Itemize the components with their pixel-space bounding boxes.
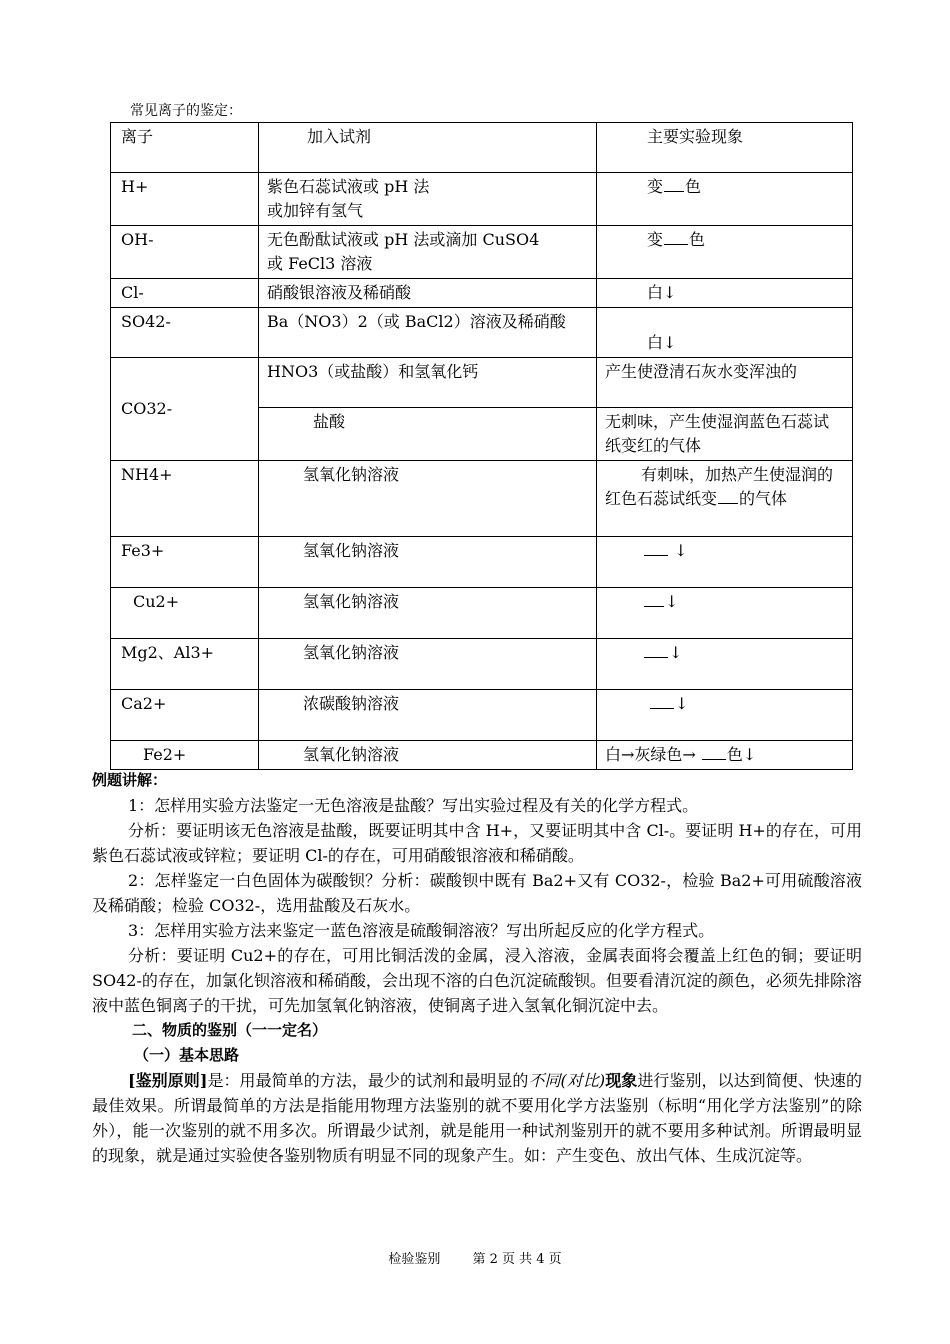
phenomenon-cell bbox=[597, 588, 853, 639]
page-footer bbox=[0, 1248, 950, 1267]
reagent-line: 或加锌有氢气 bbox=[267, 201, 364, 220]
phenomenon-text: 色↓ bbox=[726, 745, 757, 764]
header-reagent: 加入试剂 bbox=[259, 123, 597, 173]
phenomenon-text: ↓ bbox=[665, 592, 679, 611]
phenomenon-text: 变 bbox=[647, 177, 664, 196]
reagent-cell: 硝酸银溶液及稀硝酸 bbox=[259, 279, 597, 308]
body-text bbox=[92, 768, 862, 1168]
ion-cell: SO42- bbox=[111, 308, 259, 358]
table-row bbox=[111, 173, 853, 226]
phenomenon-text: 的气体 bbox=[739, 489, 788, 508]
phenomenon-text: 变 bbox=[647, 230, 664, 249]
reagent-line: 无色酚酞试液或 pH 法或滴加 CuSO4 bbox=[267, 230, 540, 249]
table-row bbox=[111, 690, 853, 741]
fill-blank bbox=[664, 229, 688, 245]
example-question-2: 2：怎样鉴定一白色固体为碳酸钡？分析：碳酸钡中既有 Ba2+又有 CO32-，检验 Ba2+可用硫酸溶液及稀硝酸；检验 CO32-，选用盐酸及石灰水。 bbox=[92, 871, 862, 915]
footer-page-number: 第 2 页 共 4 页 bbox=[472, 1252, 562, 1267]
identification-principle bbox=[92, 1068, 862, 1168]
principle-italic: 不同(对比) bbox=[528, 1071, 606, 1090]
ion-cell: Mg2、Al3+ bbox=[111, 639, 259, 690]
reagent-cell: HNO3（或盐酸）和氢氧化钙 bbox=[259, 358, 597, 408]
phenomenon-cell bbox=[597, 226, 853, 279]
fill-blank bbox=[644, 642, 668, 658]
ion-cell: NH4+ bbox=[111, 461, 259, 537]
ion-cell: CO32- bbox=[111, 358, 259, 461]
header-ion: 离子 bbox=[111, 123, 259, 173]
phenomenon-text: ↓ bbox=[674, 541, 688, 560]
table-caption: 常见离子的鉴定： bbox=[130, 103, 242, 119]
reagent-cell: 盐酸 bbox=[259, 408, 597, 461]
reagent-cell: 浓碳酸钠溶液 bbox=[259, 690, 597, 741]
ion-cell: Cu2+ bbox=[111, 588, 259, 639]
example-question-3: 3：怎样用实验方法来鉴定一蓝色溶液是硫酸铜溶液？写出所起反应的化学方程式。 bbox=[128, 921, 715, 940]
reagent-line: 紫色石蕊试液或 pH 法 bbox=[267, 177, 430, 196]
fill-blank bbox=[644, 540, 668, 556]
reagent-cell: 氢氧化钠溶液 bbox=[259, 588, 597, 639]
phenomenon-cell bbox=[597, 741, 853, 770]
ion-cell: Fe3+ bbox=[111, 537, 259, 588]
ion-cell: Ca2+ bbox=[111, 690, 259, 741]
example-analysis-3: 分析：要证明 Cu2+的存在，可用比铜活泼的金属，浸入溶液，金属表面将会覆盖上红色的铜；要证明 SO42-的存在，加氯化钡溶液和稀硝酸，会出现不溶的白色沉淀硫酸钡。但要看清沉淀的颜色，必须先排除溶液中蓝色铜离子的干扰，可先加氢氧化钠溶液，使铜离子进入氢氧化铜沉淀中去。 bbox=[92, 946, 862, 1015]
table-row bbox=[111, 639, 853, 690]
fill-blank bbox=[644, 591, 664, 607]
phenomenon-text: ↓ bbox=[675, 694, 689, 713]
phenomenon-text: ↓ bbox=[669, 643, 683, 662]
reagent-cell: 氢氧化钠溶液 bbox=[259, 741, 597, 770]
phenomenon-cell bbox=[597, 639, 853, 690]
footer-title: 检验鉴别 bbox=[388, 1252, 441, 1267]
phenomenon-text: 白→灰绿色→ bbox=[605, 745, 701, 764]
phenomenon-cell: 无刺味，产生使湿润蓝色石蕊试纸变红的气体 bbox=[597, 408, 853, 461]
header-phenomenon: 主要实验现象 bbox=[597, 123, 853, 173]
table-header-row bbox=[111, 123, 853, 173]
fill-blank bbox=[718, 488, 738, 504]
reagent-cell: Ba（NO3）2（或 BaCl2）溶液及稀硝酸 bbox=[259, 308, 597, 358]
table-row bbox=[111, 279, 853, 308]
phenomenon-cell: 产生使澄清石灰水变浑浊的 bbox=[597, 358, 853, 408]
phenomenon-text: 色 bbox=[685, 177, 702, 196]
phenomenon-cell bbox=[597, 461, 853, 537]
ion-cell: Fe2+ bbox=[111, 741, 259, 770]
table-row bbox=[111, 537, 853, 588]
principle-text: 进行鉴别，以达到简便、快速的最佳效果。所谓最简单的方法是指能用物理方法鉴别的就不要用化学方法鉴别（标明“用化学方法鉴别”的除外），能一次鉴别的就不用多次。所谓最少试剂，就是能用一种试剂鉴别开的就不要用多种试剂。所谓最明显的现象，就是通过实验使各鉴别物质有明显不同的现象产生。如：产生变色、放出气体、生成沉淀等。 bbox=[92, 1071, 862, 1165]
reagent-cell: 氢氧化钠溶液 bbox=[259, 537, 597, 588]
principle-label: [鉴别原则] bbox=[128, 1071, 208, 1090]
table-row bbox=[111, 226, 853, 279]
table-row bbox=[111, 308, 853, 358]
reagent-line: 或 FeCl3 溶液 bbox=[267, 254, 373, 273]
phenomenon-text: 有刺味，加热产生使湿润的红色石蕊试纸变 bbox=[605, 465, 834, 508]
phenomenon-cell bbox=[597, 537, 853, 588]
phenomenon-cell bbox=[597, 173, 853, 226]
fill-blank bbox=[664, 176, 684, 192]
reagent-cell: 氢氧化钠溶液 bbox=[259, 639, 597, 690]
table-row bbox=[111, 741, 853, 770]
example-question-1: 1：怎样用实验方法鉴定一无色溶液是盐酸？写出实验过程及有关的化学方程式。 bbox=[128, 796, 699, 815]
section-2-subtitle: （一）基本思路 bbox=[134, 1046, 240, 1064]
fill-blank bbox=[650, 693, 674, 709]
fill-blank bbox=[702, 744, 726, 760]
reagent-cell: 氢氧化钠溶液 bbox=[259, 461, 597, 537]
ion-identification-table bbox=[110, 122, 853, 770]
table-row bbox=[111, 461, 853, 537]
section-2-title: 二、物质的鉴别（一一定名） bbox=[132, 1021, 328, 1039]
table-row bbox=[111, 358, 853, 408]
phenomenon-cell bbox=[597, 690, 853, 741]
phenomenon-cell: 白↓ bbox=[597, 308, 853, 358]
phenomenon-text: 色 bbox=[689, 230, 706, 249]
examples-heading: 例题讲解： bbox=[92, 771, 168, 789]
example-analysis-1: 分析：要证明该无色溶液是盐酸，既要证明其中含 H+，又要证明其中含 Cl-。要证明 H+的存在，可用紫色石蕊试液或锌粒；要证明 Cl-的存在，可用硝酸银溶液和稀硝酸。 bbox=[92, 821, 862, 865]
table-row bbox=[111, 588, 853, 639]
phenomenon-cell: 白↓ bbox=[597, 279, 853, 308]
principle-text: 是：用最简单的方法，最少的试剂和最明显的 bbox=[207, 1071, 529, 1090]
ion-cell: OH- bbox=[111, 226, 259, 279]
reagent-cell bbox=[259, 173, 597, 226]
ion-cell: H+ bbox=[111, 173, 259, 226]
ion-cell: Cl- bbox=[111, 279, 259, 308]
reagent-cell bbox=[259, 226, 597, 279]
principle-bold: 现象 bbox=[605, 1071, 638, 1090]
